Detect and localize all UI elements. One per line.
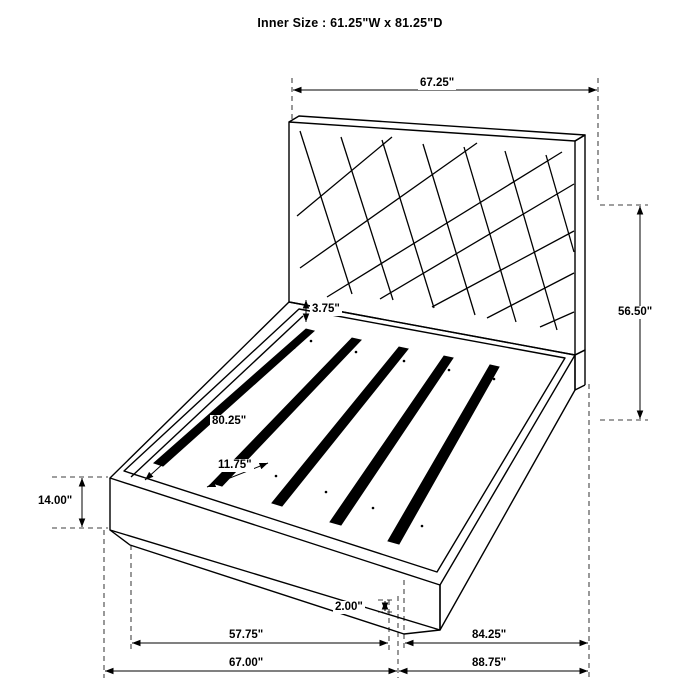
dimension-label-slat-spacing: 11.75" [218, 459, 252, 471]
dimension-label-headboard-height: 56.50" [618, 306, 653, 318]
extension-lines [52, 78, 648, 678]
dimension-label-foot-clearance: 2.00" [335, 601, 363, 613]
bed-outline [110, 116, 585, 634]
dimension-label-foot-width-front: 57.75" [229, 629, 264, 641]
dimension-label-rail-thickness: 3.75" [312, 303, 340, 315]
dimension-label-bed-depth-side: 84.25" [472, 629, 507, 641]
dimension-label-overall-width: 67.00" [229, 657, 264, 669]
dimension-label-side-rail-height: 14.00" [38, 495, 73, 507]
headboard-tufting-pattern [297, 131, 574, 330]
dimension-label-headboard-width: 67.25" [420, 77, 455, 89]
slats [154, 329, 499, 544]
dimension-label-slat-length: 80.25" [212, 415, 247, 427]
page-title: Inner Size : 61.25"W x 81.25"D [257, 16, 443, 30]
dimension-lines [82, 90, 640, 671]
dimension-label-overall-depth: 88.75" [472, 657, 507, 669]
